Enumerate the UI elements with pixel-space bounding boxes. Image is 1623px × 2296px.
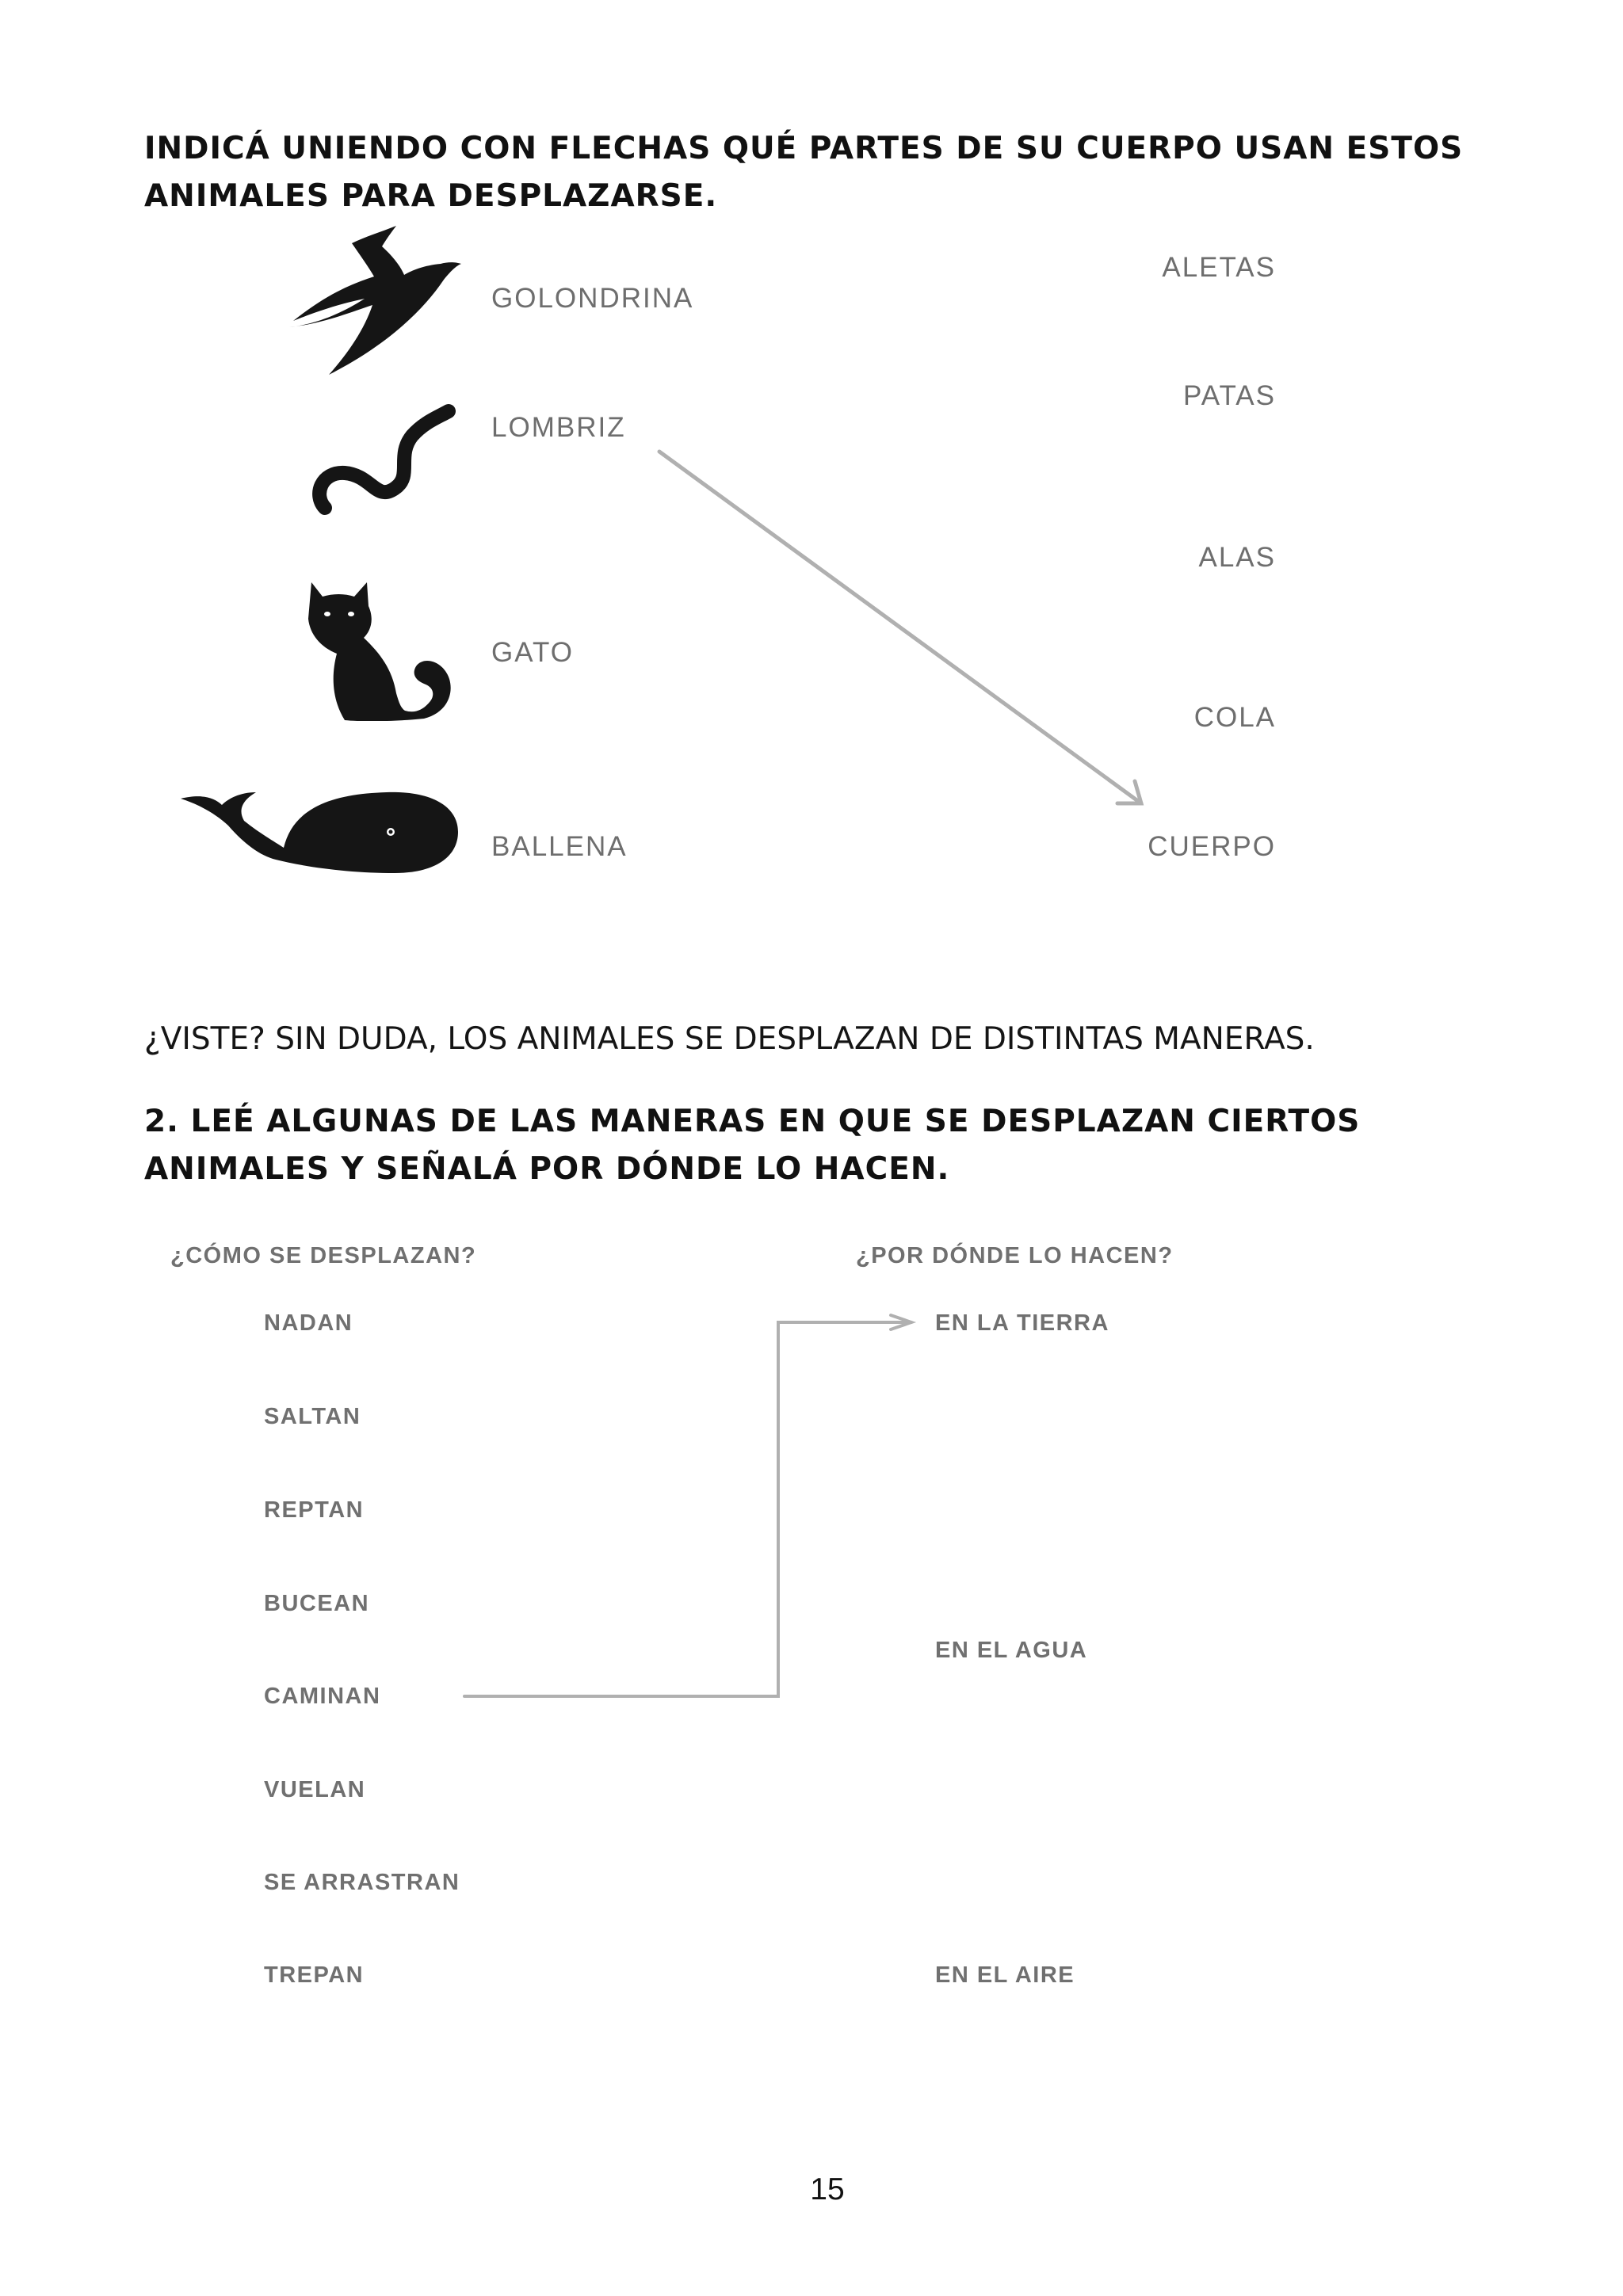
page-number: 15 — [810, 2172, 845, 2206]
movement-saltan: SALTAN — [264, 1404, 361, 1429]
movements-column-header: ¿CÓMO SE DESPLAZAN? — [170, 1243, 477, 1268]
note-text: ¿VISTE? SIN DUDA, LOS ANIMALES SE DESPLAZAN DE DISTINTAS MANERAS. — [144, 1021, 1315, 1057]
animal-label-gato: GATO — [491, 637, 574, 668]
exercise1-instruction-line2: ANIMALES PARA DESPLAZARSE. — [144, 178, 718, 214]
place-en-el-agua: EN EL AGUA — [935, 1638, 1088, 1663]
body-part-aletas: ALETAS — [1162, 252, 1276, 283]
body-part-cuerpo: CUERPO — [1148, 831, 1276, 862]
places-column-header: ¿POR DÓNDE LO HACEN? — [856, 1243, 1174, 1268]
example-arrow-caminan-tierra — [464, 1315, 911, 1696]
exercise2-instruction-line1: 2. LEÉ ALGUNAS DE LAS MANERAS EN QUE SE DESPLAZAN CIERTOS — [144, 1104, 1361, 1139]
place-en-la-tierra: EN LA TIERRA — [935, 1310, 1109, 1336]
example-arrow-lombriz-cuerpo — [659, 452, 1141, 803]
exercise1-instruction-line1: INDICÁ UNIENDO CON FLECHAS QUÉ PARTES DE SU CUERPO USAN ESTOS — [144, 131, 1464, 166]
movement-vuelan: VUELAN — [264, 1777, 366, 1802]
animal-label-golondrina: GOLONDRINA — [491, 283, 694, 314]
place-en-el-aire: EN EL AIRE — [935, 1962, 1075, 1988]
movement-nadan: NADAN — [264, 1310, 353, 1336]
animal-label-ballena: BALLENA — [491, 831, 628, 862]
body-part-patas: PATAS — [1183, 380, 1276, 411]
body-part-alas: ALAS — [1198, 542, 1276, 573]
movement-bucean: BUCEAN — [264, 1591, 370, 1616]
movement-reptan: REPTAN — [264, 1497, 365, 1523]
movement-caminan: CAMINAN — [264, 1684, 381, 1709]
movement-trepan: TREPAN — [264, 1962, 365, 1988]
animal-label-lombriz: LOMBRIZ — [491, 412, 626, 443]
body-part-cola: COLA — [1193, 702, 1276, 733]
movement-se-arrastran: SE ARRASTRAN — [264, 1870, 460, 1895]
exercise2-instruction — [144, 1098, 1360, 1193]
exercise2-instruction-line2: ANIMALES Y SEÑALÁ POR DÓNDE LO HACEN. — [144, 1151, 950, 1187]
